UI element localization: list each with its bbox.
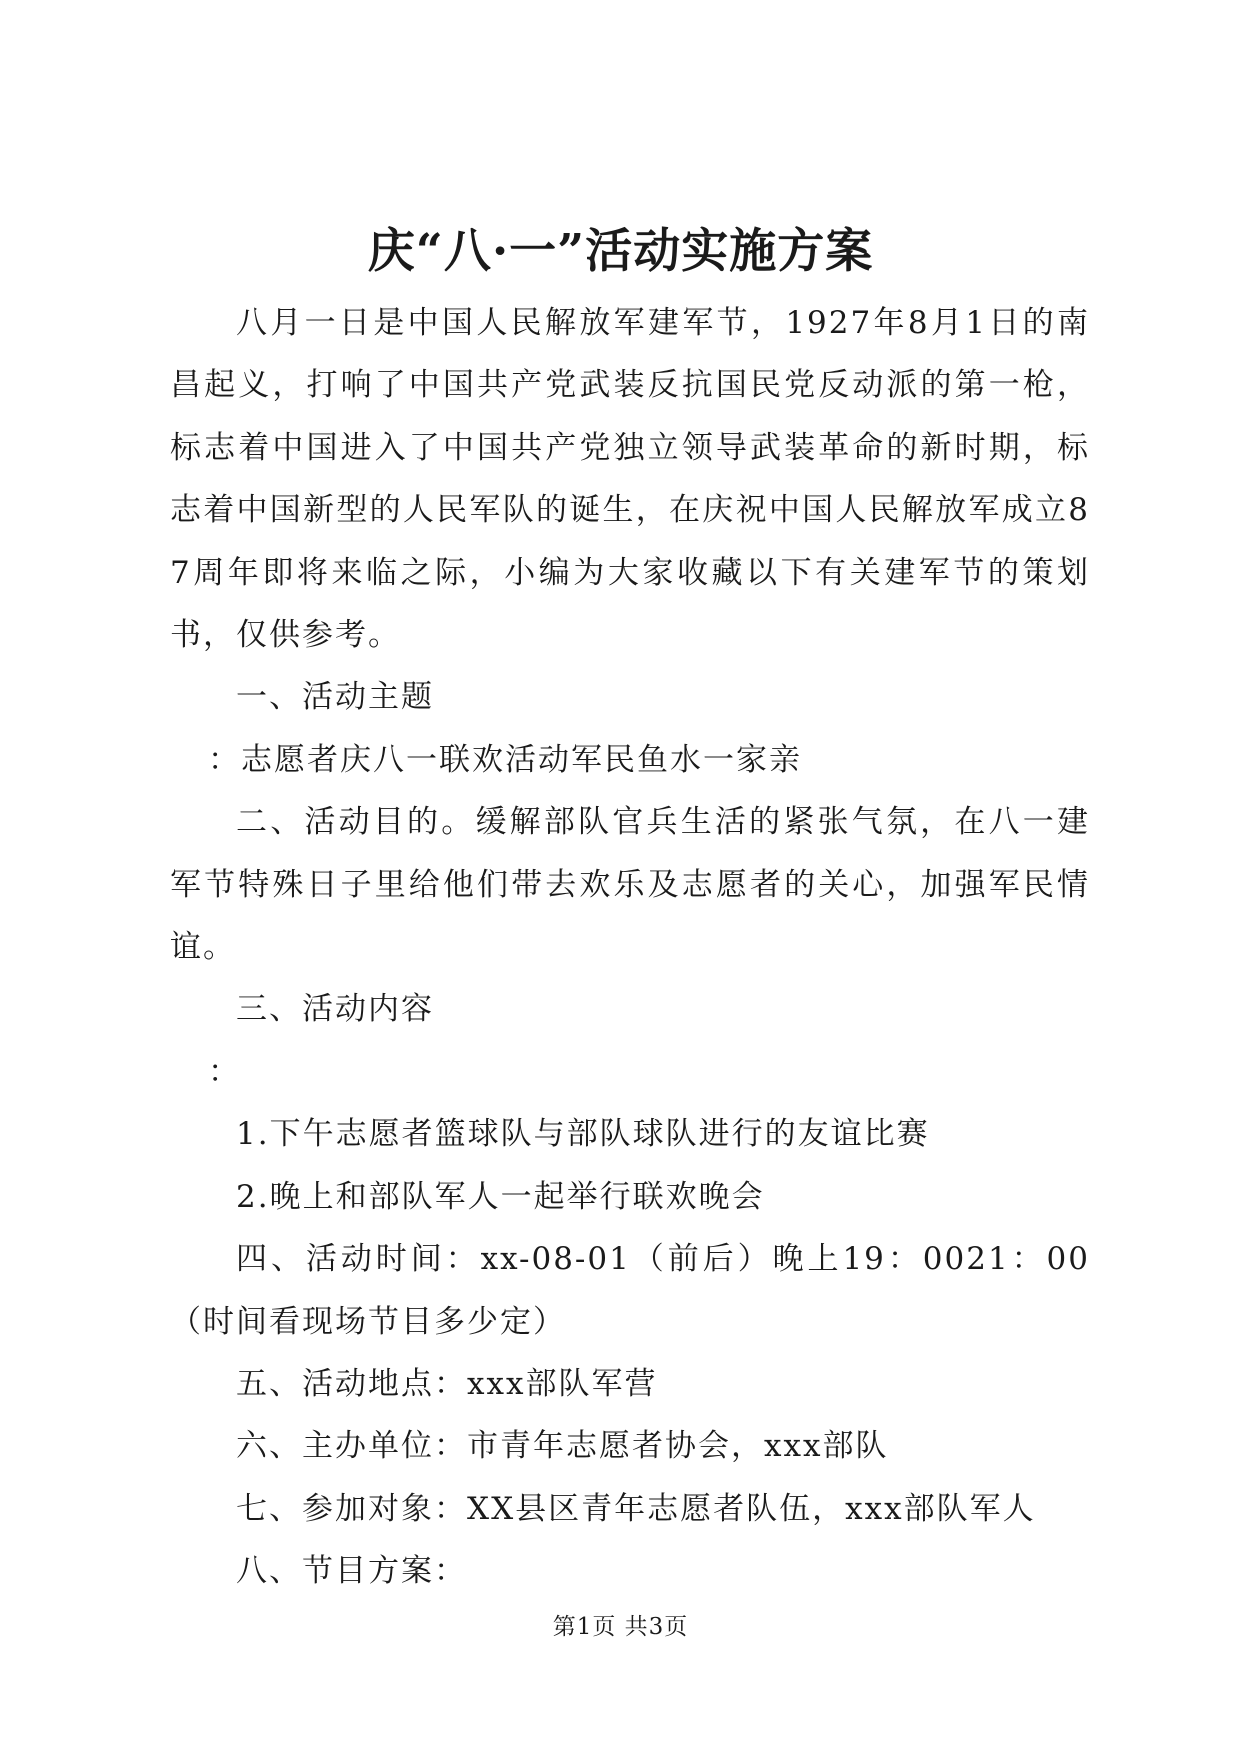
document-title: 庆“八·一”活动实施方案: [367, 224, 874, 279]
page-number-footer: 第1页 共3页: [552, 1614, 689, 1640]
section-theme-heading: 一、活动主题: [236, 679, 434, 716]
section-location-paragraph: 五、活动地点：xxx部队军营: [236, 1365, 658, 1402]
intro-paragraph: 八月一日是中国人民解放军建军节，1927年8月1日的南昌起义，打响了中国共产党武装反抗国民党反动派的第一枪，标志着中国进入了中国共产党独立领导武装革命的新时期，标志着中国新型的人民军队的诞生，在庆祝中国人民解放军成立87周年即将来临之际，小编为大家收藏以下有关建军节的策划书，仅供参考。: [170, 305, 1090, 654]
section-time-paragraph: 四、活动时间：xx-08-01（前后）晚上19：0021：00（时间看现场节目多少定）: [170, 1241, 1090, 1340]
section-purpose-paragraph: 二、活动目的。缓解部队官兵生活的紧张气氛，在八一建军节特殊日子里给他们带去欢乐及志愿者的关心，加强军民情谊。: [170, 804, 1090, 966]
section-theme-text: ：志愿者庆八一联欢活动军民鱼水一家亲: [208, 741, 802, 778]
document-body: [170, 292, 1090, 1603]
section-organizer-paragraph: 六、主办单位：市青年志愿者协会，xxx部队: [236, 1428, 889, 1465]
content-item-1: 1.下午志愿者篮球队与部队球队进行的友谊比赛: [236, 1116, 930, 1153]
section-program-heading: 八、节目方案：: [236, 1553, 467, 1590]
section-participants-paragraph: 七、参加对象：XX县区青年志愿者队伍，xxx部队军人: [236, 1490, 1036, 1527]
section-content-colon: ：: [208, 1053, 241, 1090]
content-item-2: 2.晚上和部队军人一起举行联欢晚会: [236, 1178, 765, 1215]
section-content-heading: 三、活动内容: [236, 991, 434, 1028]
